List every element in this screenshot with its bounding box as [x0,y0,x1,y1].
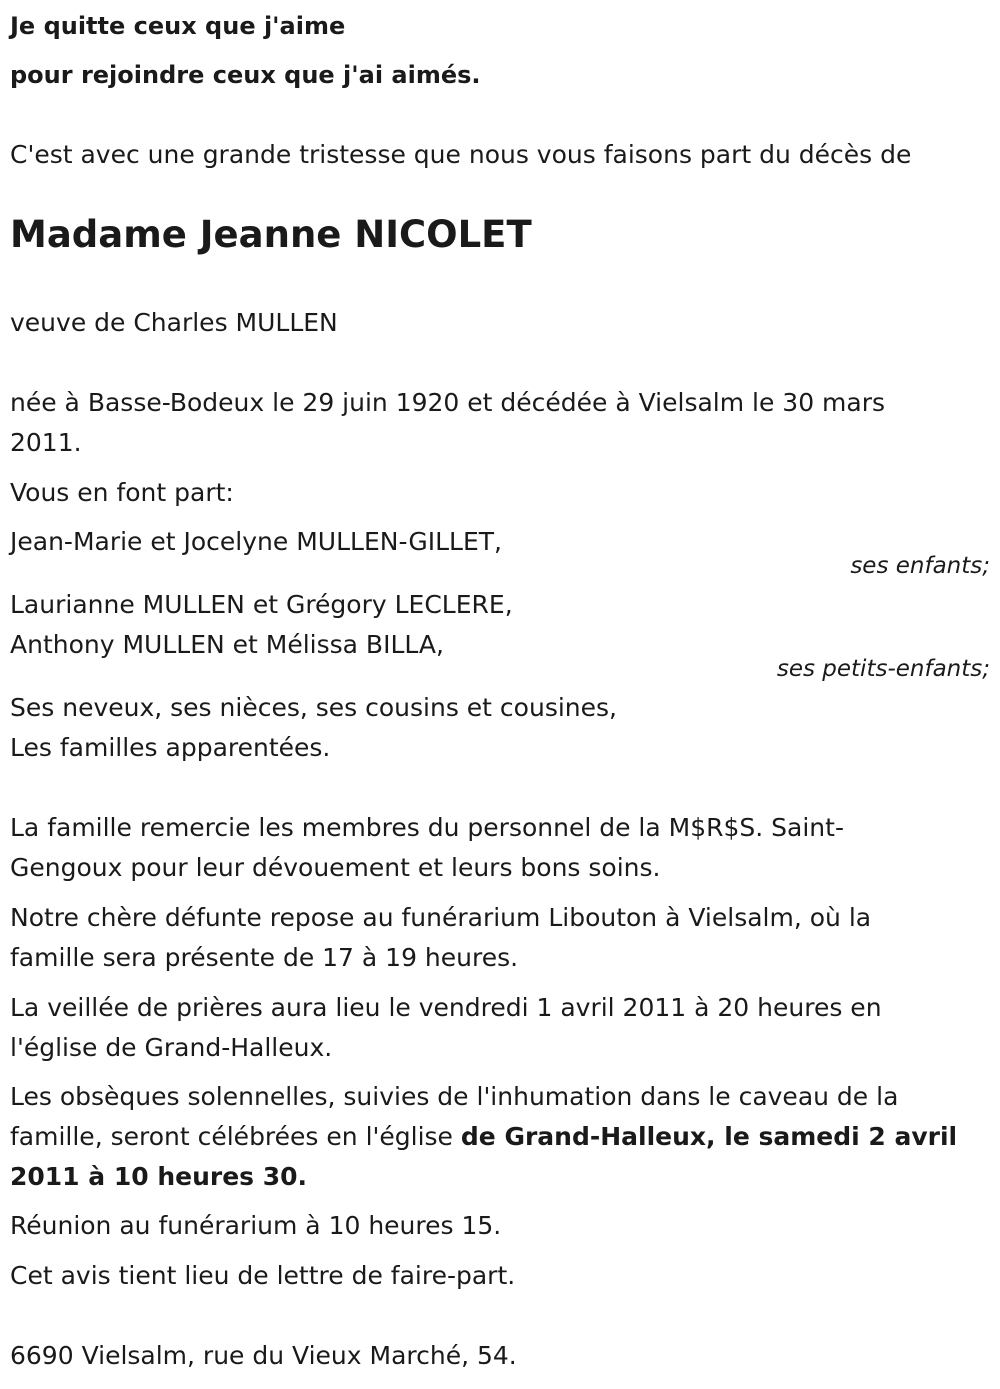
children-relation: ses enfants; [850,553,990,579]
vigil-line-1: La veillée de prières aura lieu le vendredi 1 avril 2011 à 20 heures en [10,993,882,1022]
epigraph-line-1: Je quitte ceux que j'aime [10,12,346,40]
thanks-line-2: Gengoux pour leur dévouement et leurs bons soins. [10,853,661,882]
funeral-line-2-plain: famille, seront célébrées en l'église [10,1122,461,1151]
notice-text: Cet avis tient lieu de lettre de faire-part. [10,1261,516,1290]
funeral-line-2-bold: de Grand-Halleux, le samedi 2 avril [460,1122,958,1151]
relatives-line-1: Ses neveux, ses nièces, ses cousins et cousines, [10,693,617,722]
deceased-name: Madame Jeanne NICOLET [10,213,532,256]
children-names: Jean-Marie et Jocelyne MULLEN-GILLET, [10,527,502,556]
viewing-line-1: Notre chère défunte repose au funérarium Libouton à Vielsalm, où la [10,903,872,932]
vigil-line-2: l'église de Grand-Halleux. [10,1033,333,1062]
grandchildren-relation: ses petits-enfants; [776,656,990,682]
thanks-line-1: La famille remercie les membres du personnel de la M$R$S. Saint- [10,813,844,842]
grandchild-line-2: Anthony MULLEN et Mélissa BILLA, [10,630,444,659]
birth-death-line-2: 2011. [10,428,82,457]
funeral-line-1: Les obsèques solennelles, suivies de l'inhumation dans le caveau de la [10,1082,899,1111]
funeral-line-2 [10,1117,957,1157]
birth-death-line-1: née à Basse-Bodeux le 29 juin 1920 et décédée à Vielsalm le 30 mars [10,388,886,417]
address-text: 6690 Vielsalm, rue du Vieux Marché, 54. [10,1341,517,1370]
grandchild-line-1: Laurianne MULLEN et Grégory LECLERE, [10,590,513,619]
announced-by: Vous en font part: [10,478,234,507]
intro-text: C'est avec une grande tristesse que nous vous faisons part du décès de [10,140,912,169]
funeral-line-3-bold: 2011 à 10 heures 30. [10,1162,308,1191]
viewing-line-2: famille sera présente de 17 à 19 heures. [10,943,519,972]
funeral-line-3 [10,1157,307,1197]
gathering-text: Réunion au funérarium à 10 heures 15. [10,1211,502,1240]
widow-of: veuve de Charles MULLEN [10,308,338,337]
epigraph-line-2: pour rejoindre ceux que j'ai aimés. [10,61,481,89]
relatives-line-2: Les familles apparentées. [10,733,331,762]
